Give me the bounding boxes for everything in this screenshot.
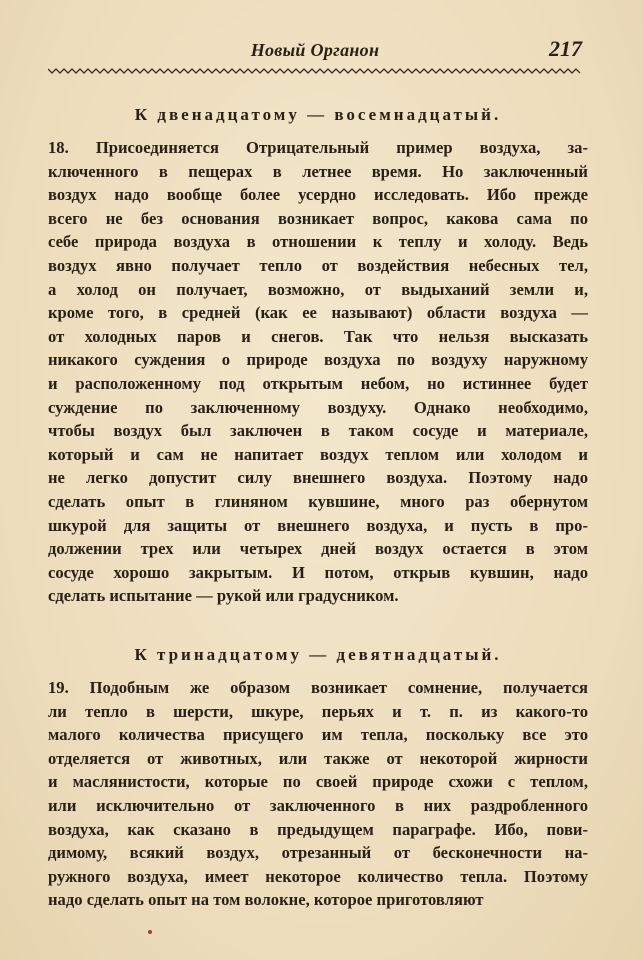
- text-line: шкурой для защиты от внешнего воздуха, и пусть в про-: [48, 515, 588, 535]
- text-line: [48, 676, 588, 700]
- text-line: всего не без основания возникает вопрос, какова сама по: [48, 208, 588, 228]
- section-18: [48, 104, 588, 608]
- section-heading: К тринадцатому — девятнадцатый.: [134, 645, 502, 664]
- running-title: Новый Органон: [250, 40, 380, 60]
- text-line: от холодных паров и снегов. Так что нельзя высказать: [48, 326, 588, 346]
- section-heading: К двенадцатому — восемнадцатый.: [134, 105, 502, 124]
- text-line: ли тепло в шерсти, шкуре, перьях и т. п. из какого-то: [48, 701, 588, 721]
- paragraph-18: [48, 136, 588, 608]
- text-line: надо сделать опыт на том волокне, которое приготовляют: [48, 890, 484, 910]
- section-19: [48, 644, 588, 912]
- text-line: а холод он получает, возможно, от выдыханий земли и,: [48, 279, 588, 299]
- text-line: суждение по заключенному воздуху. Однако необходимо,: [48, 397, 588, 417]
- zigzag-rule-icon: [48, 67, 582, 75]
- text-line: воздуха, как сказано в предыдущем параграфе. Ибо, пови-: [48, 819, 588, 839]
- text-line: никакого суждения о природе воздуха по воздуху наружному: [48, 350, 588, 370]
- paragraph-number: 19.: [48, 678, 90, 697]
- text-line: чтобы воздух был заключен в таком сосуде и материале,: [48, 421, 588, 441]
- text-line: [48, 136, 588, 160]
- text-line: сделать испытание — рукой или градусником.: [48, 586, 399, 606]
- text-line: или исключительно от заключенного в них раздробленного: [48, 795, 588, 815]
- ink-speck: [148, 930, 152, 934]
- text-line: кроме того, в средней (как ее называют) области воздуха —: [48, 303, 588, 323]
- text-line: должении трех или четырех дней воздух остается в этом: [48, 539, 588, 559]
- text-line: сосуде хорошо закрытым. И потом, открыв кувшин, надо: [48, 562, 588, 582]
- text-line: и расположенному под открытым небом, но истиннее будет: [48, 373, 588, 393]
- paragraph-19: [48, 676, 588, 912]
- line-text: Подобным же образом возникает сомнение, получается: [89, 678, 588, 697]
- line-text: Присоединяется Отрицательный пример воздуха, за-: [95, 138, 588, 157]
- text-line: отделяется от животных, или также от некоторой жирности: [48, 748, 588, 768]
- text-line: ключенного в пещерах в летнее время. Но заключенный: [48, 161, 588, 181]
- text-line: воздух явно получает тепло от воздействия небесных тел,: [48, 255, 588, 275]
- paragraph-number: 18.: [48, 138, 96, 157]
- page-number: 217: [549, 36, 582, 61]
- text-line: воздух надо вообще более усердно исследовать. Ибо прежде: [48, 185, 588, 205]
- text-line: и маслянистости, которые по своей природе схожи с теплом,: [48, 772, 588, 792]
- text-line: сделать опыт в глиняном кувшине, много раз обернутом: [48, 491, 588, 511]
- text-line: который и сам не напитает воздух теплом или холодом и: [48, 444, 588, 464]
- text-line: не легко допустит силу внешнего воздуха. Поэтому надо: [48, 468, 588, 488]
- text-line: себе природа воздуха в отношении к теплу и холоду. Ведь: [48, 232, 588, 252]
- running-head: [48, 36, 582, 64]
- text-line: малого количества присущего им тепла, поскольку все это: [48, 725, 588, 745]
- text-line: ружного воздуха, имеет некоторое количество тепла. Поэтому: [48, 866, 588, 886]
- text-line: димому, всякий воздух, отрезанный от бесконечности на-: [48, 843, 588, 863]
